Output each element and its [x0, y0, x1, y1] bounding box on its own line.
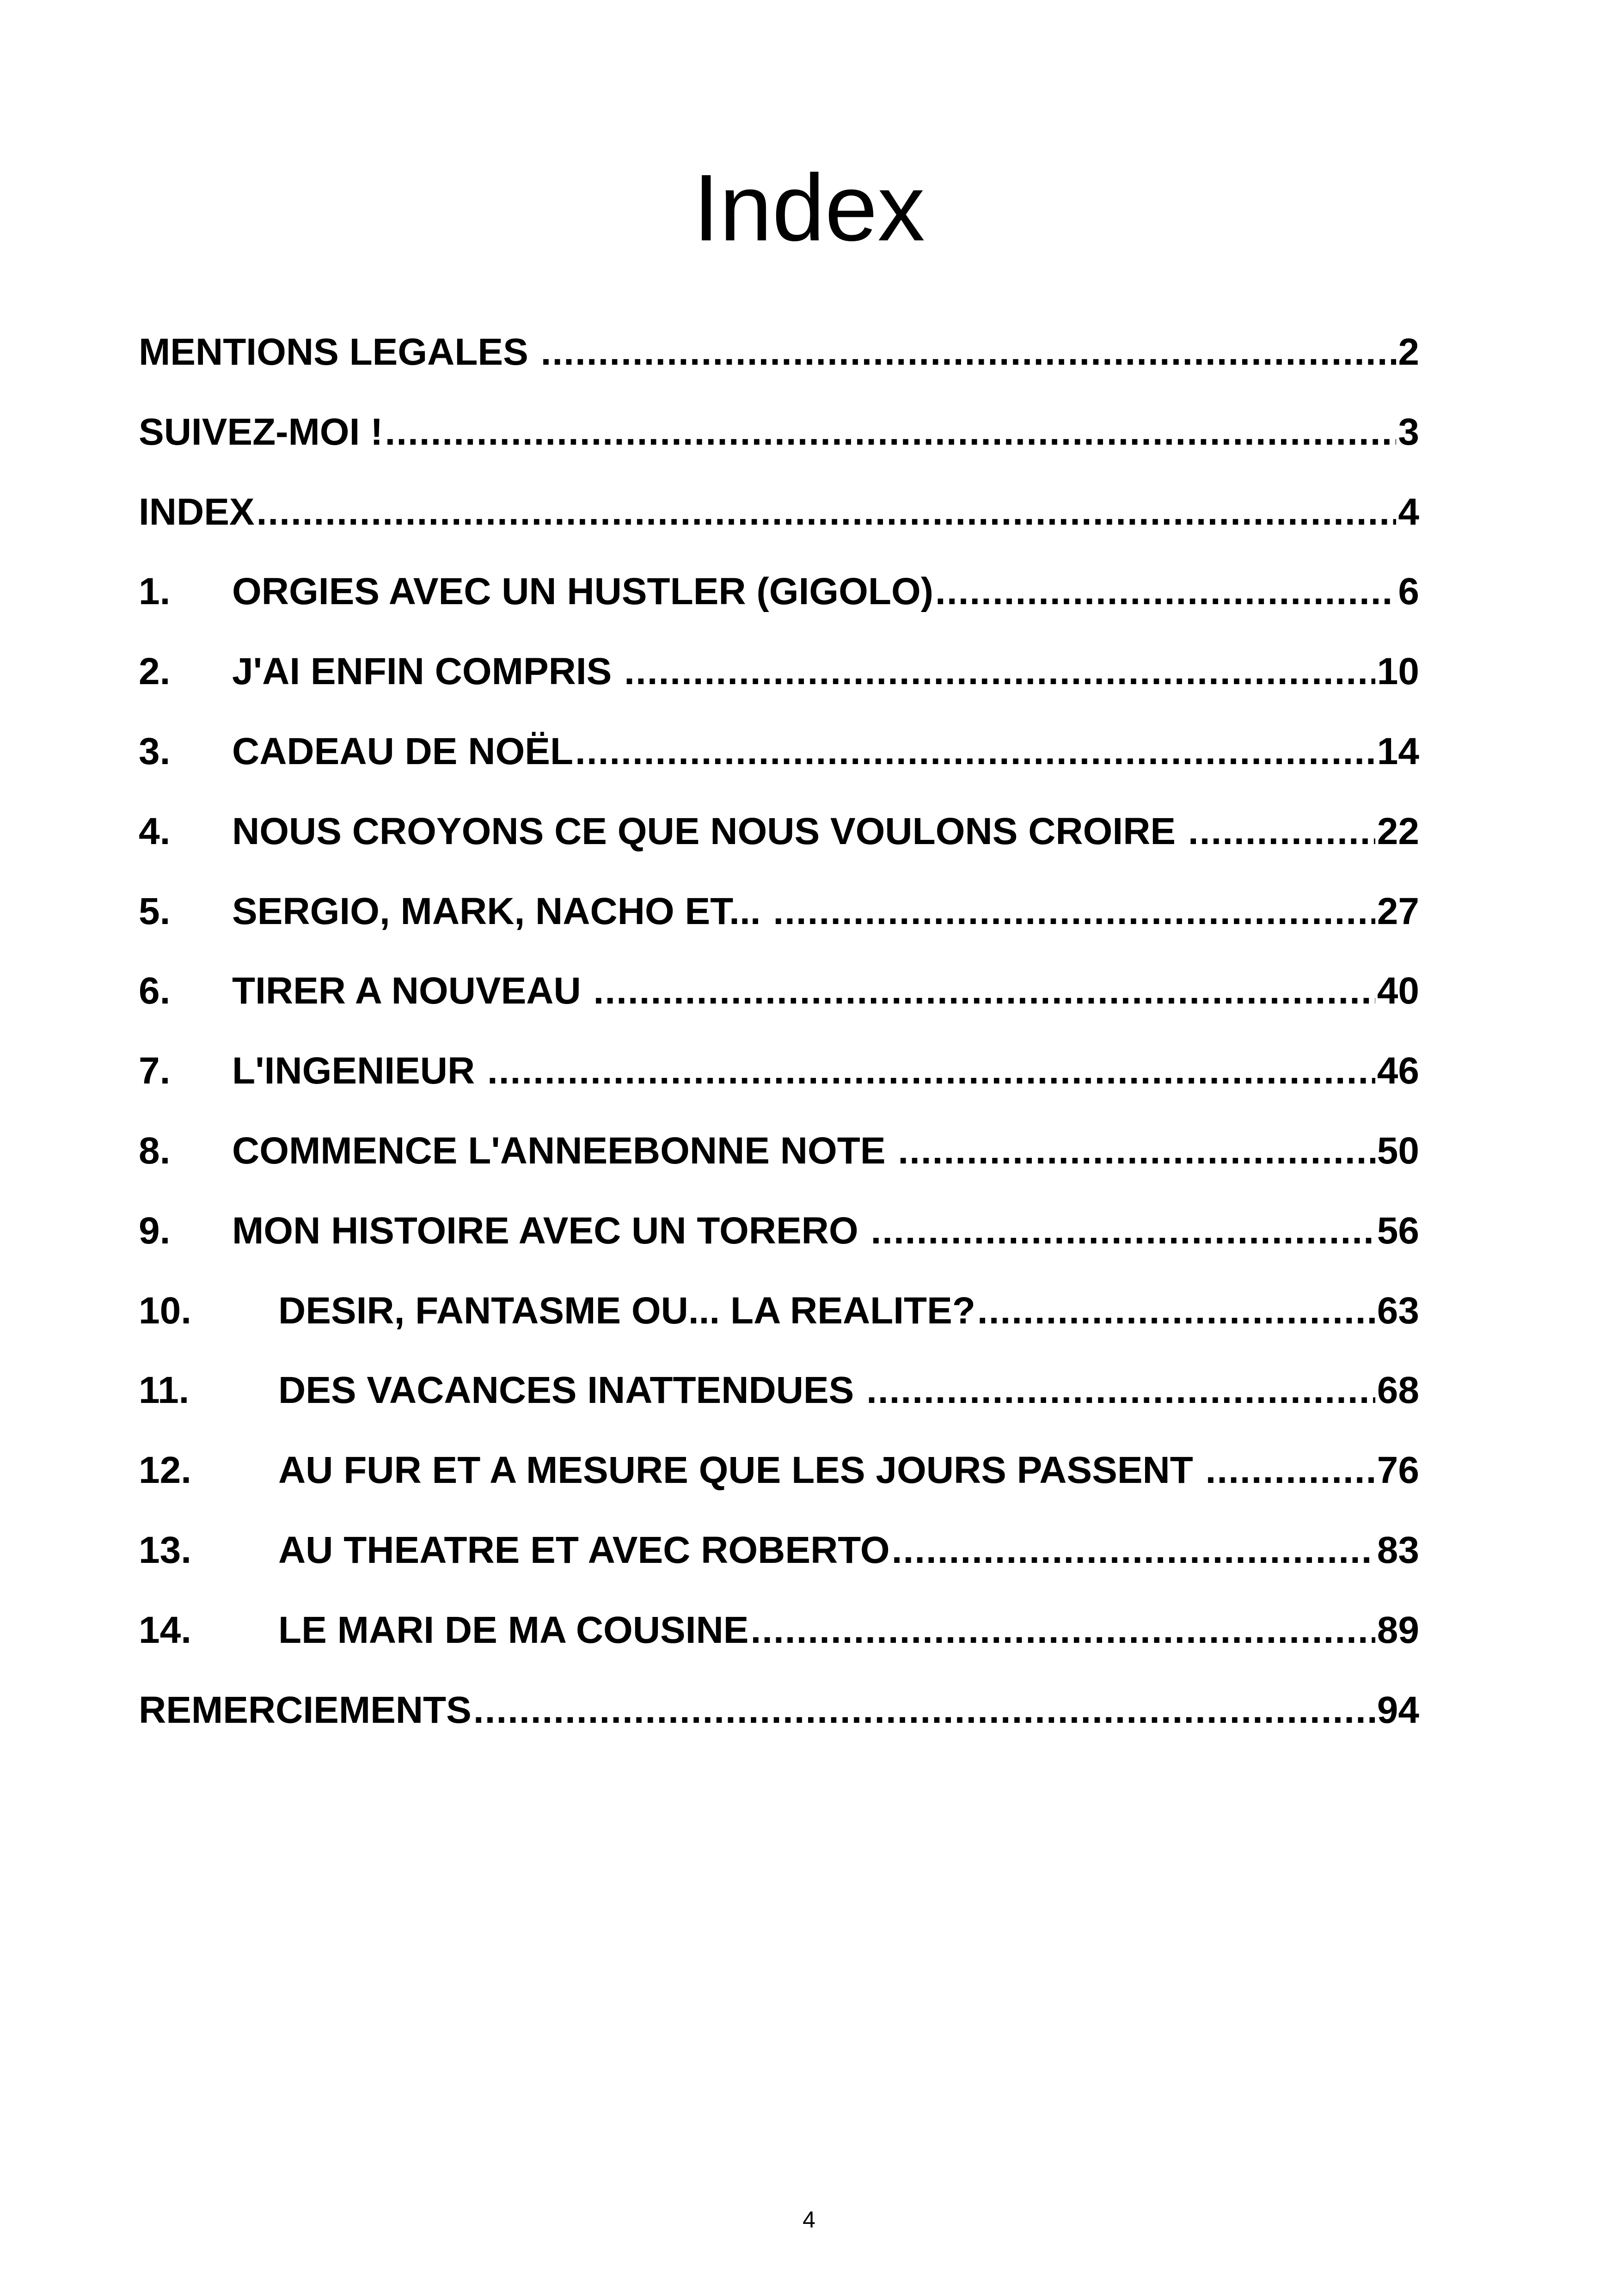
toc-entry-index[interactable] [139, 489, 1419, 569]
toc-entry-number: 14. [139, 1609, 191, 1651]
toc-dot-leader [541, 329, 1397, 375]
toc-entry-chapter-6[interactable] [139, 968, 1419, 1048]
toc-entry-title: SUIVEZ-MOI ! [139, 410, 383, 453]
toc-entry-page: 14 [1377, 730, 1419, 772]
toc-dot-leader [575, 729, 1375, 775]
toc-entry-number: 12. [139, 1449, 191, 1492]
toc-dot-leader [870, 1208, 1375, 1254]
toc-entry-number: 4. [139, 810, 171, 852]
toc-entry-number: 9. [139, 1209, 171, 1252]
toc-entry-title: DESIR, FANTASME OU... LA REALITE? [278, 1289, 975, 1332]
toc-entry-page: 4 [1398, 490, 1419, 533]
toc-entry-page: 40 [1377, 970, 1419, 1012]
toc-dot-leader [773, 888, 1375, 935]
toc-entry-number: 5. [139, 890, 171, 932]
toc-dot-leader [866, 1367, 1375, 1414]
toc-entry-title: DES VACANCES INATTENDUES [278, 1369, 865, 1412]
toc-entry-title: INDEX [139, 490, 255, 533]
toc-entry-chapter-10[interactable] [139, 1288, 1419, 1368]
toc-dot-leader [473, 1687, 1375, 1733]
toc-entry-title: AU THEATRE ET AVEC ROBERTO [278, 1529, 890, 1571]
toc-dot-leader [624, 649, 1375, 695]
toc-dot-leader [1188, 808, 1375, 855]
toc-dot-leader [935, 569, 1396, 615]
toc-entry-chapter-3[interactable] [139, 729, 1419, 808]
toc-entry-page: 2 [1398, 331, 1419, 373]
toc-entry-title: J'AI ENFIN COMPRIS [232, 650, 623, 693]
toc-entry-number: 13. [139, 1529, 191, 1571]
toc-entry-title: ORGIES AVEC UN HUSTLER (GIGOLO) [232, 570, 934, 613]
toc-entry-title: LE MARI DE MA COUSINE [278, 1609, 749, 1651]
toc-entry-chapter-4[interactable] [139, 808, 1419, 888]
toc-entry-number: 6. [139, 970, 171, 1012]
toc-entry-chapter-1[interactable] [139, 569, 1419, 649]
toc-entry-chapter-11[interactable] [139, 1367, 1419, 1447]
toc-entry-chapter-14[interactable] [139, 1607, 1419, 1687]
toc-entry-page: 3 [1398, 410, 1419, 453]
toc-entry-title: L'INGENIEUR [232, 1050, 485, 1092]
toc-entry-page: 22 [1377, 810, 1419, 852]
toc-entry-number: 1. [139, 570, 171, 613]
toc-entry-page: 94 [1377, 1689, 1419, 1731]
toc-entry-title: AU FUR ET A MESURE QUE LES JOURS PASSENT [278, 1449, 1204, 1492]
toc-dot-leader [977, 1288, 1375, 1334]
toc-dot-leader [892, 1527, 1375, 1574]
toc-entry-chapter-9[interactable] [139, 1208, 1419, 1288]
toc-entry-page: 63 [1377, 1289, 1419, 1332]
toc-entry-page: 50 [1377, 1129, 1419, 1172]
toc-entry-suivez-moi[interactable] [139, 409, 1419, 489]
toc-entry-page: 27 [1377, 890, 1419, 932]
toc-entry-title: SERGIO, MARK, NACHO ET... [232, 890, 772, 932]
toc-dot-leader [750, 1607, 1375, 1653]
toc-entry-page: 6 [1398, 570, 1419, 613]
toc-dot-leader [257, 489, 1397, 535]
toc-entry-number: 7. [139, 1050, 171, 1092]
page-title: Index [693, 155, 925, 261]
toc-entry-number: 3. [139, 730, 171, 772]
toc-entry-chapter-8[interactable] [139, 1128, 1419, 1208]
toc-entry-number: 10. [139, 1289, 191, 1332]
toc-entry-chapter-2[interactable] [139, 649, 1419, 729]
toc-entry-title: MENTIONS LEGALES [139, 331, 539, 373]
toc-entry-title: TIRER A NOUVEAU [232, 970, 592, 1012]
toc-entry-page: 83 [1377, 1529, 1419, 1571]
toc-entry-chapter-13[interactable] [139, 1527, 1419, 1607]
toc-dot-leader [1206, 1447, 1375, 1494]
toc-dot-leader [385, 409, 1396, 455]
toc-dot-leader [898, 1128, 1375, 1174]
toc-dot-leader [594, 968, 1375, 1014]
toc-entry-title: CADEAU DE NOËL [232, 730, 574, 772]
toc-entry-title: REMERCIEMENTS [139, 1689, 472, 1731]
table-of-contents [139, 329, 1419, 1767]
toc-entry-title: NOUS CROYONS CE QUE NOUS VOULONS CROIRE [232, 810, 1186, 852]
toc-entry-page: 10 [1377, 650, 1419, 693]
toc-entry-page: 76 [1377, 1449, 1419, 1492]
toc-dot-leader [487, 1048, 1375, 1094]
toc-entry-chapter-5[interactable] [139, 888, 1419, 968]
toc-entry-page: 46 [1377, 1050, 1419, 1092]
toc-entry-title: COMMENCE L'ANNEEBONNE NOTE [232, 1129, 896, 1172]
toc-entry-page: 68 [1377, 1369, 1419, 1412]
toc-entry-page: 56 [1377, 1209, 1419, 1252]
toc-entry-chapter-7[interactable] [139, 1048, 1419, 1128]
toc-entry-remerciements[interactable] [139, 1687, 1419, 1767]
toc-entry-mentions-legales[interactable] [139, 329, 1419, 409]
toc-entry-title: MON HISTOIRE AVEC UN TORERO [232, 1209, 869, 1252]
toc-entry-page: 89 [1377, 1609, 1419, 1651]
toc-entry-number: 11. [139, 1369, 190, 1412]
toc-entry-chapter-12[interactable] [139, 1447, 1419, 1527]
page-number: 4 [803, 2207, 815, 2233]
toc-entry-number: 2. [139, 650, 171, 693]
toc-entry-number: 8. [139, 1129, 171, 1172]
